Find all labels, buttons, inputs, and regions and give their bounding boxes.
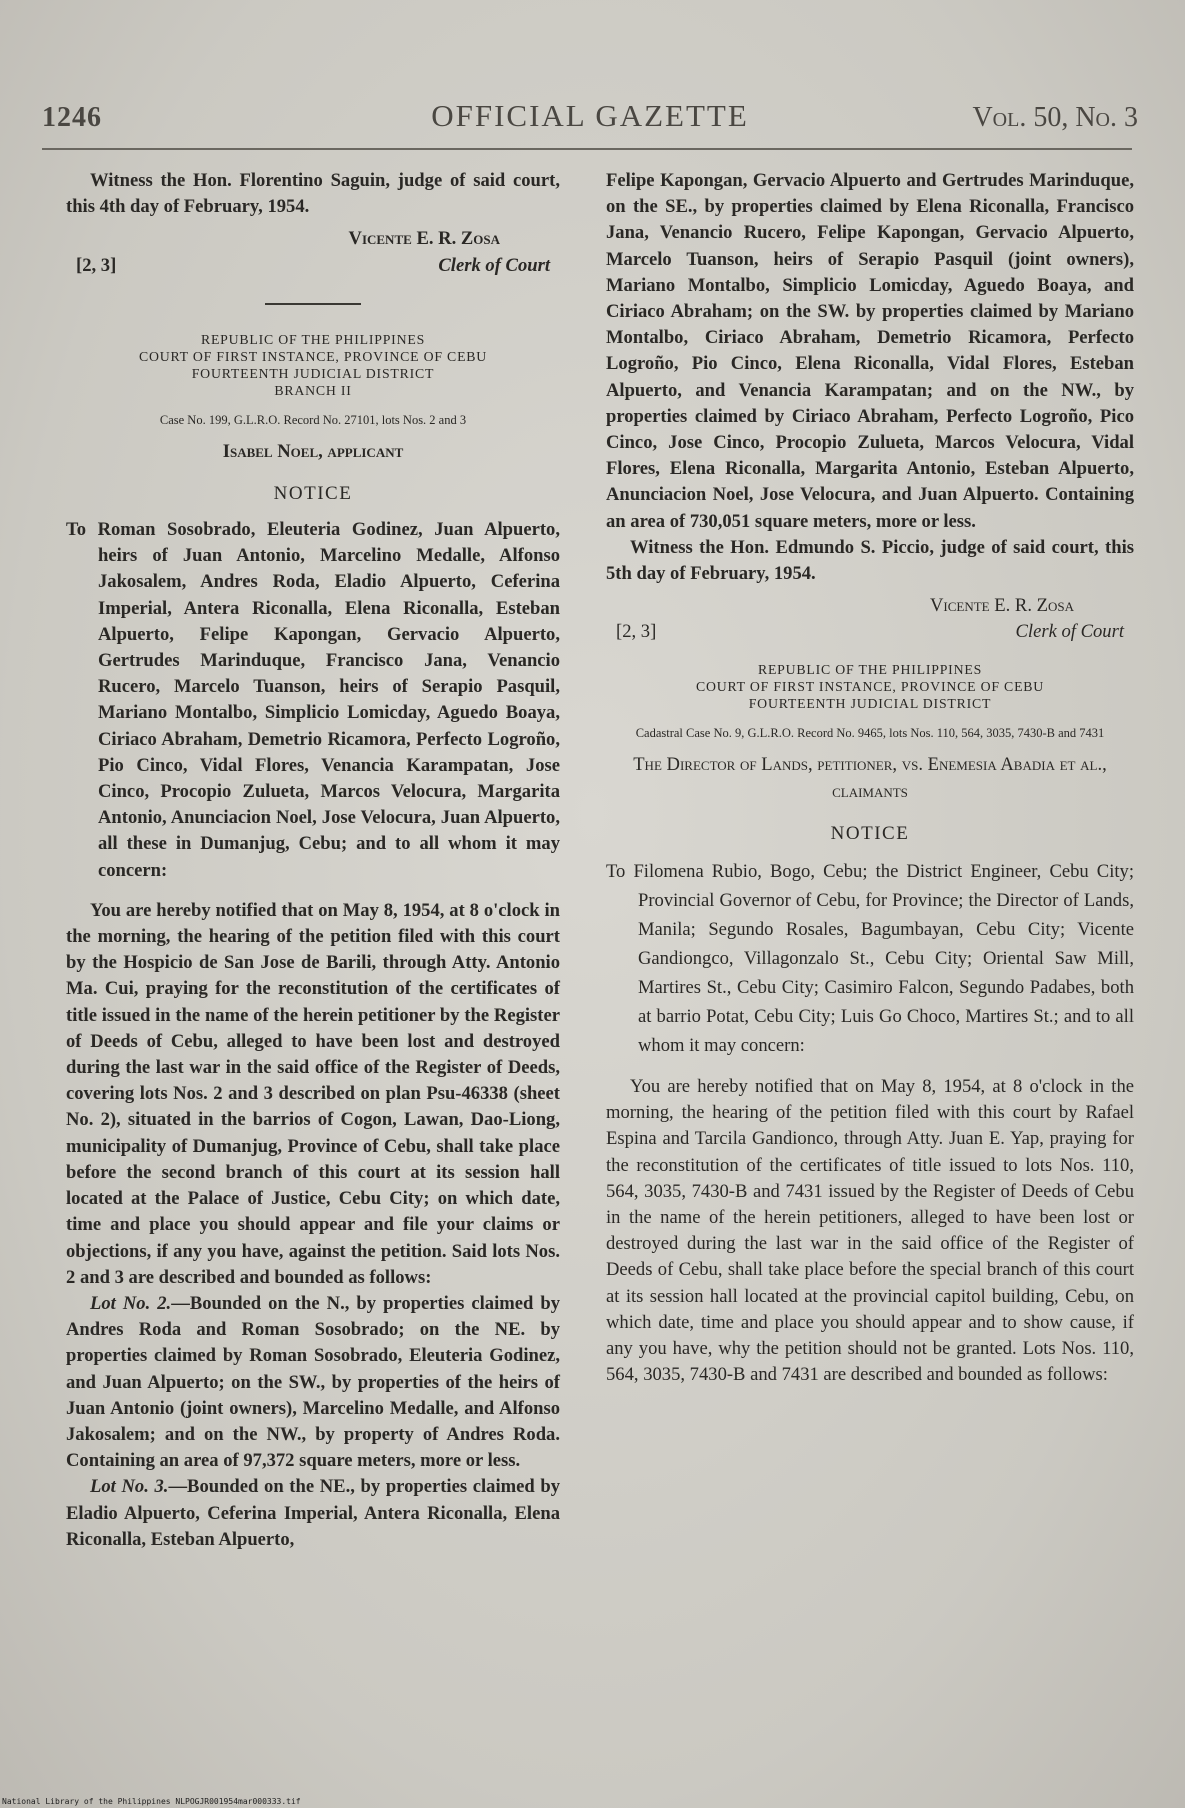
scan-footer: National Library of the Philippines NLPOGJR001954mar000333.tif <box>2 1797 301 1806</box>
page-number: 1246 <box>42 102 102 133</box>
witness-clause: Witness the Hon. Florentino Saguin, judge of said court, this 4th day of February, 1954. <box>66 170 560 218</box>
signature-row <box>606 619 1134 647</box>
notice-heading: NOTICE <box>830 822 910 844</box>
volume-label: Vol. 50, No. 3 <box>972 102 1138 133</box>
left-column <box>66 168 560 1553</box>
clerk-title: Clerk of Court <box>1015 621 1124 643</box>
addressees: To Roman Sosobrado, Eleuteria Godinez, Juan Alpuerto, heirs of Juan Antonio, Marcelino Medalle, Alfonso Jakosalem, Andres Roda, Eladio Alpuerto, Ceferina Imperial, Antera Riconalla, Elena Riconalla, Esteban Alpuerto, Felipe Kapongan, Gervacio Alpuerto, Gertrudes Marinduque, Francisco Jana, Venancio Rucero, Marcelo Tuanson, heirs of Serapio Pasquil, Mariano Montalbo, Simplicio Lomicday, Aguedo Boaya, Ciriaco Abraham, Demetrio Ricamora, Perfecto Logroño, Pio Cinco, Vidal Flores, Venancia Karampatan, Jose Cinco, Procopio Zulueta, Marcos Velocura, Margarita Antonio, Anunciacion Noel, Jose Velocura, Juan Alpuerto, all these in Dumanjug, Cebu; and to all whom it may concern: <box>66 519 560 881</box>
clerk-title: Clerk of Court <box>438 254 550 276</box>
court-heading <box>606 661 1134 712</box>
addressees: To Filomena Rubio, Bogo, Cebu; the District Engineer, Cebu City; Provincial Governor of Cebu, for Province; the Director of Lands, Manila; Segundo Rosales, Bagumbayan, Cebu City; Vicente Gandiongco, Villagonzalo St., Cebu City; Oriental Saw Mill, Martires St., Cebu City; Casimiro Falcon, Segundo Padabes, both at barrio Potat, Cebu City; Luis Go Choco, Martires St.; and to all whom it may concern: <box>606 861 1134 1057</box>
parties-line: The Director of Lands, petitioner, vs. Enemesia Abadia et al., claimants <box>633 754 1107 802</box>
court-line: FOURTEENTH JUDICIAL DISTRICT <box>191 365 435 381</box>
signer-name: Vicente E. R. Zosa <box>348 228 500 250</box>
applicant-line: Isabel Noel, applicant <box>222 440 404 462</box>
notice-heading: NOTICE <box>273 482 353 504</box>
court-line: FOURTEENTH JUDICIAL DISTRICT <box>748 696 992 712</box>
court-line: COURT OF FIRST INSTANCE, PROVINCE OF CEBU <box>695 679 1045 695</box>
signer-name: Vicente E. R. Zosa <box>929 595 1074 617</box>
section-divider <box>265 303 361 305</box>
lot-3-continuation: Felipe Kapongan, Gervacio Alpuerto and Gertrudes Marinduque, on the SE., by properties claimed by Elena Riconalla, Francisco Jana, Venancio Rucero, Felipe Kapongan, Gervacio Alpuerto, Marcelo Tuanson, heirs of Serapio Pasquil (joint owners), Mariano Montalbo, Simplicio Lomicday, Aguedo Boaya, and Ciriaco Abraham; on the SW. by properties claimed by Mariano Montalbo, Ciriaco Abraham, Demetrio Ricamora, Perfecto Logroño, Pio Cinco, Elena Riconalla, Vidal Flores, Esteban Alpuerto, and Venancia Karampatan; and on the NW., by properties claimed by Ciriaco Abraham, Perfecto Logroño, Pico Cinco, Jose Cinco, Procopio Zulueta, Marcos Velocura, Vidal Flores, Elena Riconalla, Margarita Antonio, Esteban Alpuerto, Anunciacion Noel, Jose Velocura, and Juan Alpuerto. Containing an area of 730,051 square meters, more or less. <box>606 170 1134 532</box>
court-line: COURT OF FIRST INSTANCE, PROVINCE OF CEBU <box>138 348 488 364</box>
page-header <box>42 96 1138 140</box>
right-column <box>606 168 1134 1389</box>
court-heading <box>66 331 560 399</box>
notice-body: You are hereby notified that on May 8, 1954, at 8 o'clock in the morning, the hearing of the petition filed with this court by the Hospicio de San Jose de Barili, through Atty. Antonio Ma. Cui, praying for the reconstitution of the certificates of title issued in the name of the herein petitioner by the Register of Deeds of Cebu, alleged to have been lost and destroyed during the last war in the said office of the Register of Deeds, covering lots Nos. 2 and 3 described on plan Psu-46338 (sheet No. 2), situated in the barrios of Cogon, Lawan, Dao-Liong, municipality of Dumanjug, Province of Cebu, shall take place before the second branch of this court at its session hall located at the Palace of Justice, Cebu City; on which date, time and place you should appear and file your claims or objections, if any you have, against the petition. Said lots Nos. 2 and 3 are described and bounded as follows: <box>66 899 560 1288</box>
court-line: REPUBLIC OF THE PHILIPPINES <box>200 331 426 347</box>
notice-body: You are hereby notified that on May 8, 1954, at 8 o'clock in the morning, the hearing of the petition filed with this court by Rafael Espina and Tarcila Gandionco, through Atty. Juan E. Yap, praying for the reconstitution of the certificates of title issued to lots Nos. 110, 564, 3035, 7430-B and 7431 issued by the Register of Deeds of Cebu in the name of the herein petitioners, alleged to have been lost or destroyed during the last war in the said office of the Register of Deeds of Cebu, shall take place before the special branch of this court at its session hall located at the provincial capitol building, Cebu, on which date, time and place you should appear and to show cause, if any you have, why the petition should not be granted. Lots Nos. 110, 564, 3035, 7430-B and 7431 are described and bounded as follows: <box>606 1076 1134 1386</box>
header-rule <box>42 148 1132 150</box>
court-line: BRANCH II <box>274 382 352 398</box>
case-number: Cadastral Case No. 9, G.L.R.O. Record No. 9465, lots Nos. 110, 564, 3035, 7430-B and 7431 <box>635 726 1105 741</box>
issue-ref: [2, 3] <box>616 621 657 643</box>
publication-title: OFFICIAL GAZETTE <box>431 98 749 133</box>
lot-2-description <box>66 1291 560 1474</box>
lot-text: —Bounded on the N., by properties claimed by Andres Roda and Roman Sosobrado; on the NE. by properties claimed by Roman Sosobrado, Eleuteria Godinez, and Juan Alpuerto; on the SW., by properties of the heirs of Juan Antonio (joint owners), Marcelino Medalle, and Alfonso Jakosalem; and on the NW., by property of Andres Roda. Containing an area of 97,372 square meters, more or less. <box>66 1292 561 1472</box>
court-line: REPUBLIC OF THE PHILIPPINES <box>757 662 983 678</box>
lot-label: Lot No. 3. <box>90 1476 169 1498</box>
case-number: Case No. 199, G.L.R.O. Record No. 27101, lots Nos. 2 and 3 <box>159 412 467 427</box>
lot-3-description <box>66 1474 560 1553</box>
issue-ref: [2, 3] <box>76 254 117 276</box>
signature-row <box>66 253 560 281</box>
witness-clause: Witness the Hon. Edmundo S. Piccio, judge of said court, this 5th day of February, 1954. <box>606 536 1134 585</box>
lot-label: Lot No. 2. <box>90 1292 172 1314</box>
lot-text: —Bounded on the NE., by properties claimed by Eladio Alpuerto, Ceferina Imperial, Antera Riconalla, Elena Riconalla, Esteban Alpuerto, <box>66 1476 560 1550</box>
